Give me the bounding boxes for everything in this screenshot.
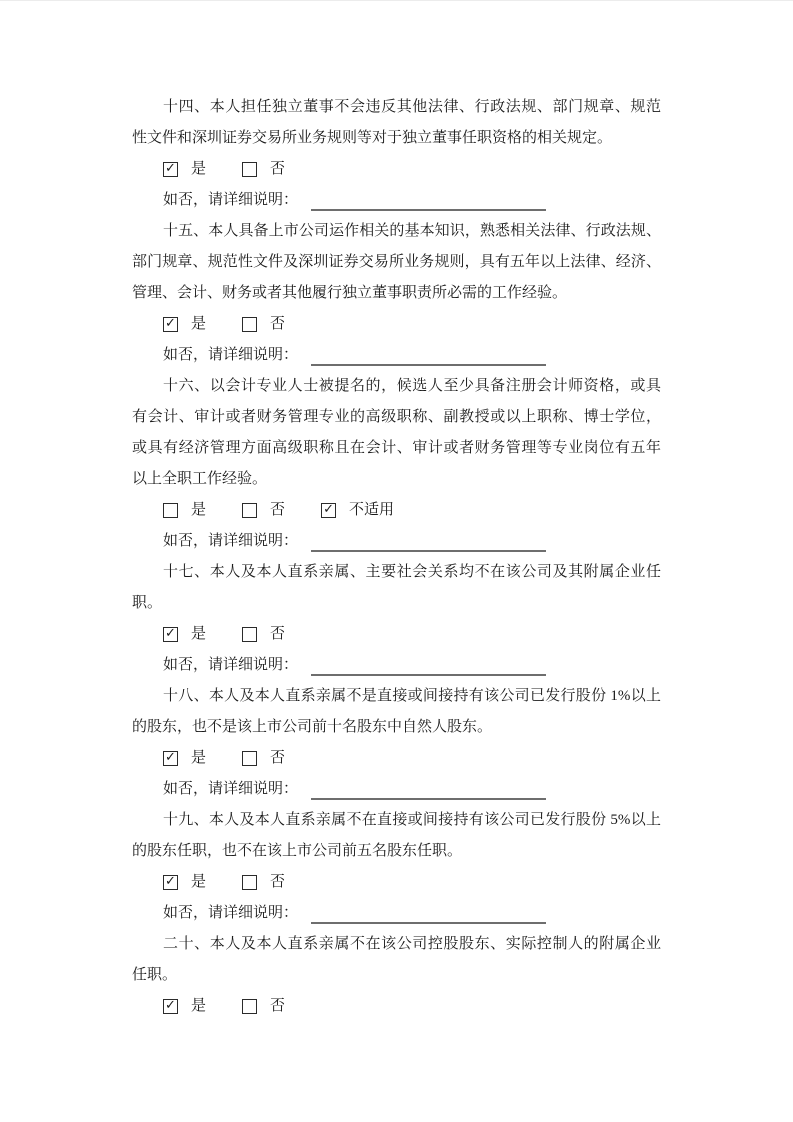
- checkbox-unchecked-yes-icon[interactable]: [163, 503, 178, 518]
- paragraph-line: 十九、本人及本人直系亲属不在直接或间接持有该公司已发行股份 5%以上: [163, 812, 661, 828]
- option-label-na: 不适用: [349, 502, 395, 518]
- check-mark-icon: ✓: [165, 316, 176, 331]
- blank-underline-field: [311, 798, 546, 800]
- section-item-16: [132, 371, 661, 557]
- paragraph-line: 管理、会计、财务或者其他履行独立董事职责所必需的工作经验。: [132, 285, 568, 301]
- option-label-no: 否: [270, 626, 286, 642]
- option-no: [242, 162, 285, 177]
- option-yes: [163, 999, 206, 1014]
- paragraph-line: 性文件和深圳证券交易所业务规则等对于独立董事任职资格的相关规定。: [132, 130, 613, 146]
- checkbox-unchecked-no-icon[interactable]: [242, 751, 257, 766]
- check-mark-icon: ✓: [165, 626, 176, 641]
- explain-label: 如否，请详细说明：: [163, 533, 299, 549]
- checkbox-checked-na-icon[interactable]: [321, 503, 336, 518]
- options-row-19: [132, 867, 661, 898]
- option-label-yes: 是: [191, 161, 207, 177]
- explain-row-19: [132, 898, 661, 929]
- check-mark-icon: ✓: [165, 874, 176, 889]
- option-na: [321, 503, 394, 518]
- section-item-20: [132, 929, 661, 1022]
- option-label-yes: 是: [191, 502, 207, 518]
- option-no: [242, 627, 285, 642]
- explain-label: 如否，请详细说明：: [163, 905, 299, 921]
- section-item-18: [132, 681, 661, 805]
- checkbox-checked-yes-icon[interactable]: [163, 875, 178, 890]
- option-label-no: 否: [270, 750, 286, 766]
- checkbox-checked-yes-icon[interactable]: [163, 627, 178, 642]
- checkbox-unchecked-no-icon[interactable]: [242, 503, 257, 518]
- option-no: [242, 317, 285, 332]
- option-yes: [163, 875, 206, 890]
- paragraph-line: 十八、本人及本人直系亲属不是直接或间接持有该公司已发行股份 1%以上: [163, 688, 661, 704]
- option-no: [242, 875, 285, 890]
- paragraph-line: 的股东，也不是该上市公司前十名股东中自然人股东。: [132, 719, 493, 735]
- section-item-17: [132, 557, 661, 681]
- paragraph-line: 以上全职工作经验。: [132, 471, 268, 487]
- checkbox-unchecked-no-icon[interactable]: [242, 999, 257, 1014]
- checkbox-checked-yes-icon[interactable]: [163, 317, 178, 332]
- option-label-yes: 是: [191, 998, 207, 1014]
- option-label-no: 否: [270, 502, 286, 518]
- option-label-no: 否: [270, 161, 286, 177]
- blank-underline-field: [311, 364, 546, 366]
- explain-row-17: [132, 650, 661, 681]
- explain-row-18: [132, 774, 661, 805]
- blank-underline-field: [311, 922, 546, 924]
- check-mark-icon: ✓: [165, 998, 176, 1013]
- option-label-yes: 是: [191, 874, 207, 890]
- paragraph-line: 或具有经济管理方面高级职称且在会计、审计或者财务管理等专业岗位有五年: [132, 440, 661, 456]
- checkbox-checked-yes-icon[interactable]: [163, 162, 178, 177]
- option-yes: [163, 317, 206, 332]
- paragraph-line: 十六、以会计专业人士被提名的，候选人至少具备注册会计师资格，或具: [163, 378, 661, 394]
- paragraph-line: 十七、本人及本人直系亲属、主要社会关系均不在该公司及其附属企业任: [163, 564, 661, 580]
- options-row-20: [132, 991, 661, 1022]
- paragraph-line: 部门规章、规范性文件及深圳证券交易所业务规则，具有五年以上法律、经济、: [132, 254, 661, 270]
- explain-label: 如否，请详细说明：: [163, 781, 299, 797]
- explain-label: 如否，请详细说明：: [163, 657, 299, 673]
- explain-label: 如否，请详细说明：: [163, 192, 299, 208]
- checkbox-unchecked-no-icon[interactable]: [242, 317, 257, 332]
- paragraph-line: 任职。: [132, 967, 178, 983]
- explain-label: 如否，请详细说明：: [163, 347, 299, 363]
- blank-underline-field: [311, 674, 546, 676]
- option-label-no: 否: [270, 998, 286, 1014]
- option-no: [242, 751, 285, 766]
- option-yes: [163, 751, 206, 766]
- option-yes: [163, 503, 206, 518]
- checkbox-unchecked-no-icon[interactable]: [242, 627, 257, 642]
- sections-container: [132, 92, 661, 1022]
- options-row-18: [132, 743, 661, 774]
- options-row-15: [132, 309, 661, 340]
- option-label-no: 否: [270, 316, 286, 332]
- paragraph-line: 的股东任职，也不在该上市公司前五名股东任职。: [132, 843, 463, 859]
- options-row-17: [132, 619, 661, 650]
- option-no: [242, 999, 285, 1014]
- blank-underline-field: [311, 209, 546, 211]
- explain-row-14: [132, 185, 661, 216]
- explain-row-15: [132, 340, 661, 371]
- option-label-no: 否: [270, 874, 286, 890]
- checkbox-checked-yes-icon[interactable]: [163, 751, 178, 766]
- checkbox-unchecked-no-icon[interactable]: [242, 875, 257, 890]
- option-no: [242, 503, 285, 518]
- check-mark-icon: ✓: [165, 750, 176, 765]
- paragraph-line: 有会计、审计或者财务管理专业的高级职称、副教授或以上职称、博士学位，: [132, 409, 661, 425]
- paragraph-line: 十五、本人具备上市公司运作相关的基本知识，熟悉相关法律、行政法规、: [163, 223, 661, 239]
- paragraph-line: 十四、本人担任独立董事不会违反其他法律、行政法规、部门规章、规范: [163, 99, 661, 115]
- options-row-14: [132, 154, 661, 185]
- options-row-16: [132, 495, 661, 526]
- section-item-14: [132, 92, 661, 216]
- paragraph-line: 二十、本人及本人直系亲属不在该公司控股股东、实际控制人的附属企业: [163, 936, 661, 952]
- check-mark-icon: ✓: [323, 502, 334, 517]
- option-label-yes: 是: [191, 626, 207, 642]
- blank-underline-field: [311, 550, 546, 552]
- option-label-yes: 是: [191, 316, 207, 332]
- check-mark-icon: ✓: [165, 161, 176, 176]
- option-label-yes: 是: [191, 750, 207, 766]
- section-item-15: [132, 216, 661, 371]
- declaration-document-page: [0, 1, 793, 1022]
- section-item-19: [132, 805, 661, 929]
- checkbox-checked-yes-icon[interactable]: [163, 999, 178, 1014]
- option-yes: [163, 627, 206, 642]
- option-yes: [163, 162, 206, 177]
- paragraph-line: 职。: [132, 595, 163, 611]
- checkbox-unchecked-no-icon[interactable]: [242, 162, 257, 177]
- explain-row-16: [132, 526, 661, 557]
